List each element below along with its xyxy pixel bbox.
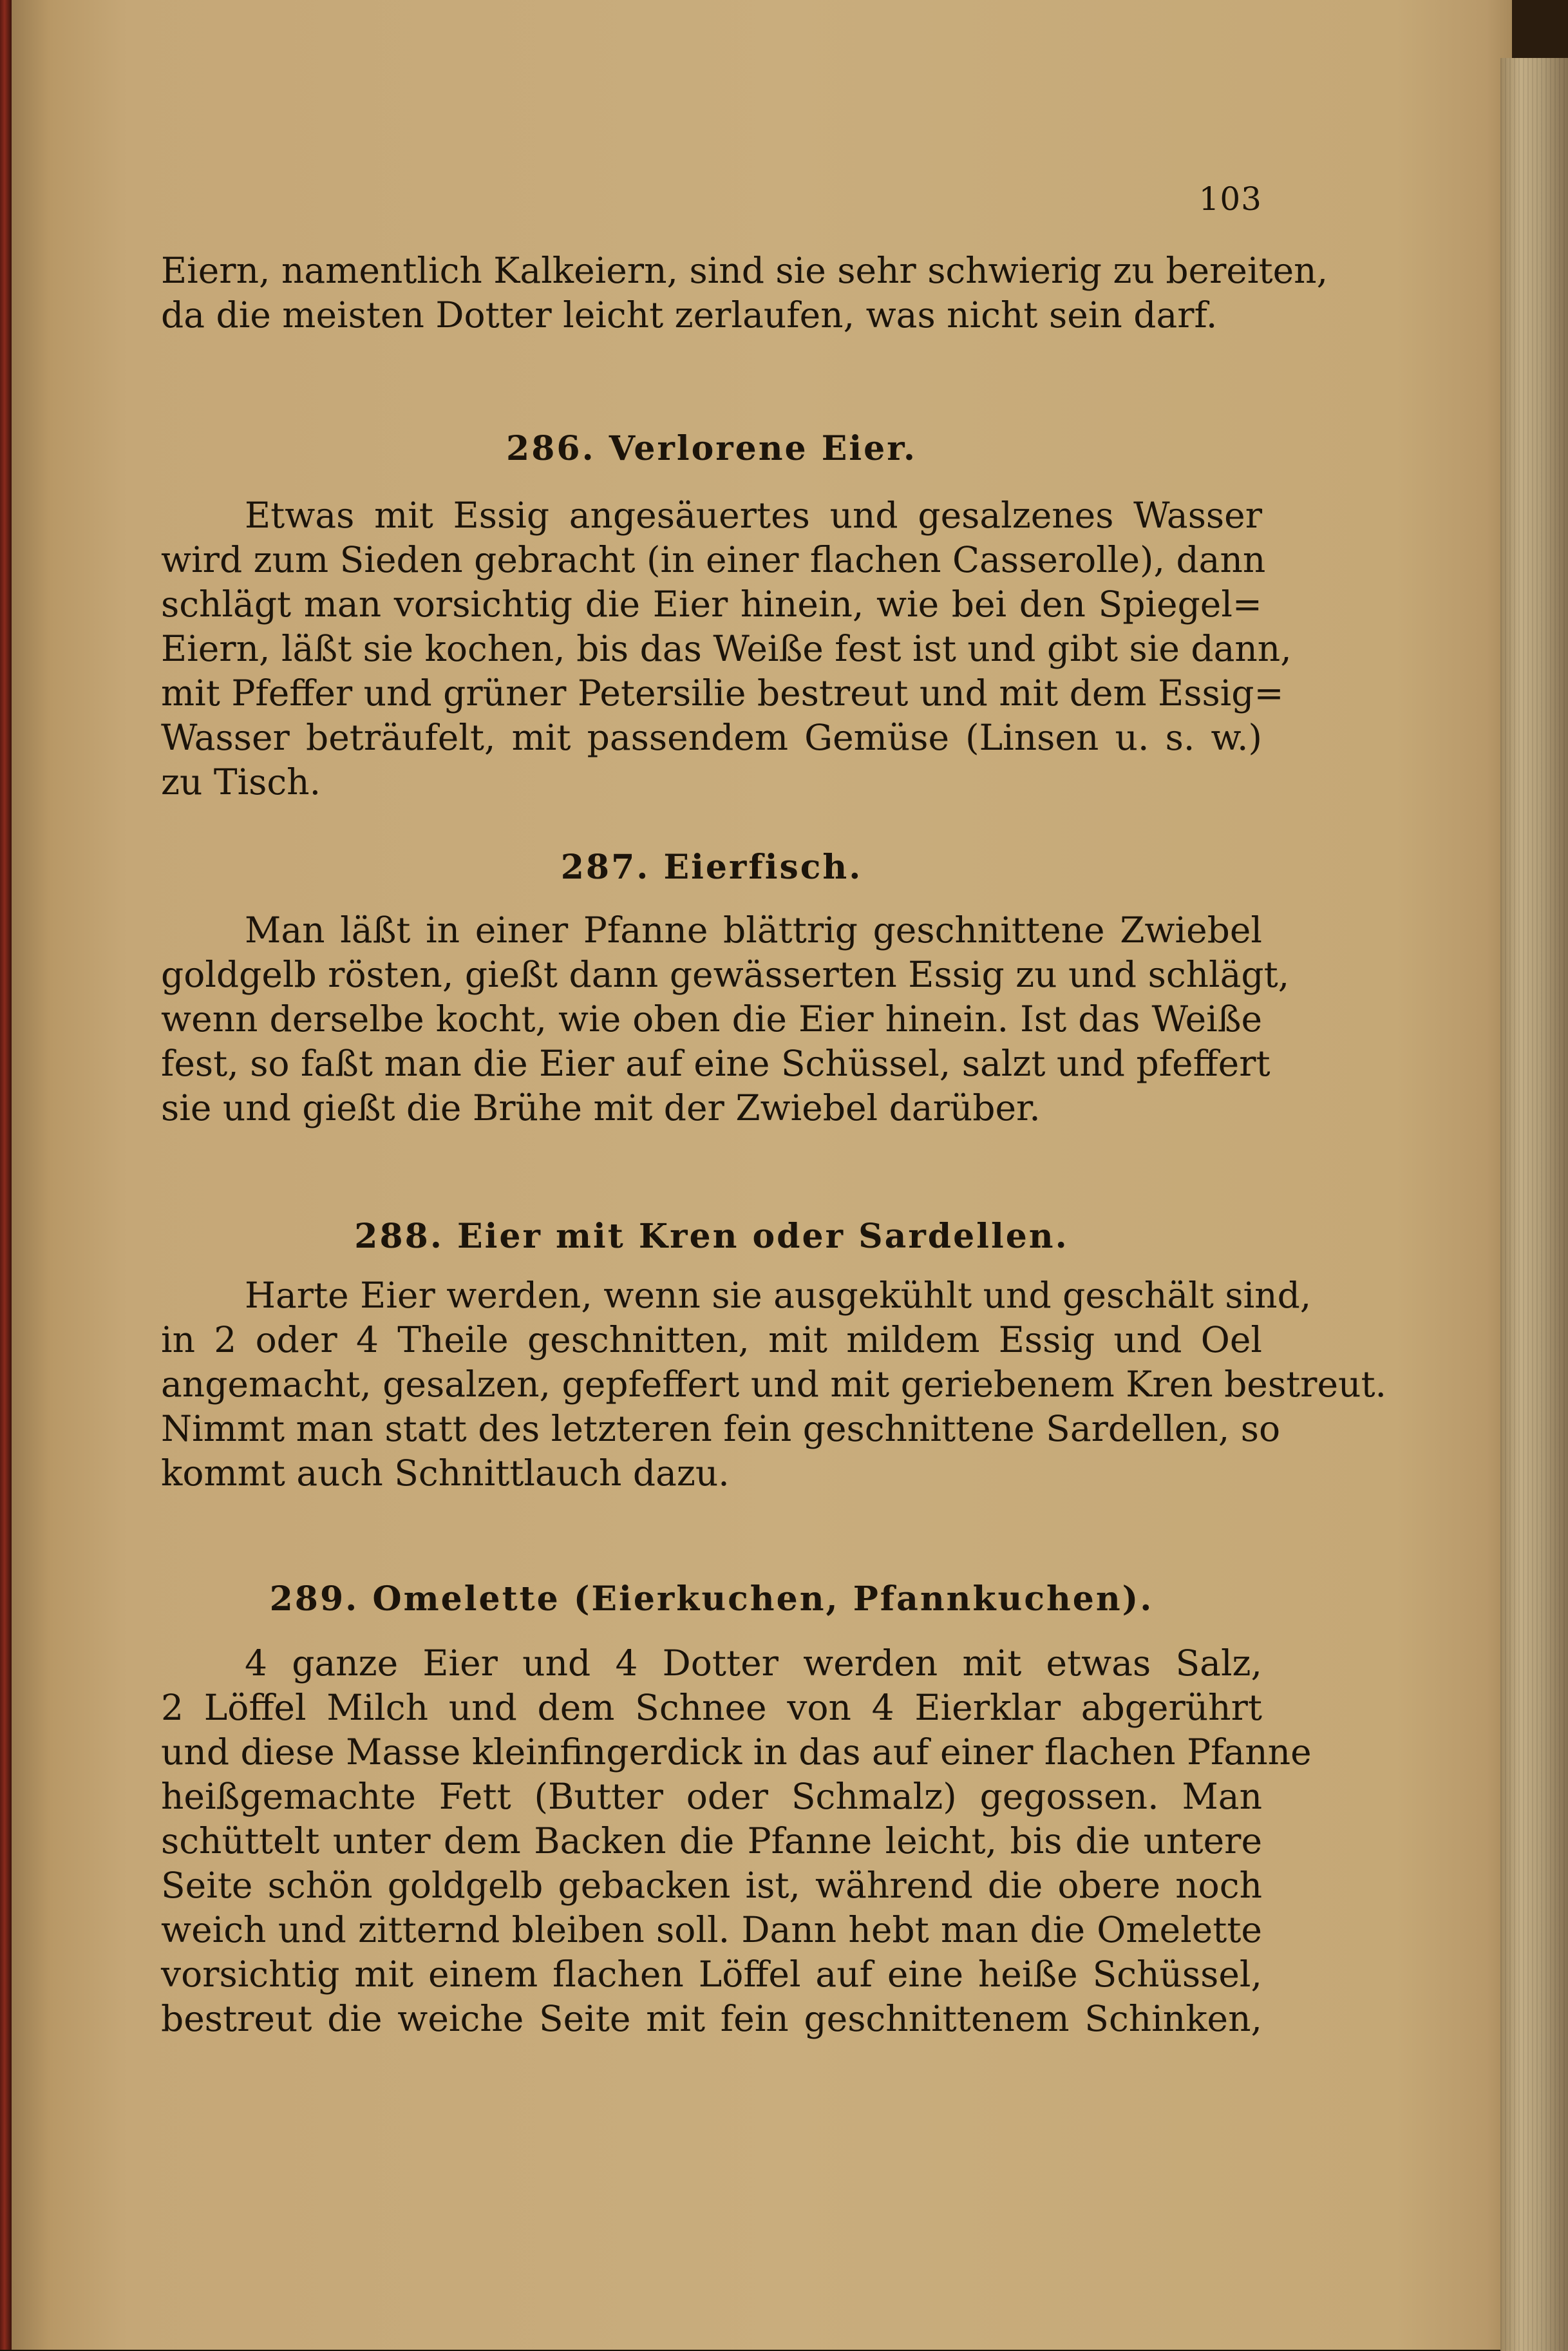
text-line: Eiern, namentlich Kalkeiern, sind sie sehr schwierig zu bereiten, [161, 250, 1328, 291]
text-line: angemacht, gesalzen, gepfeffert und mit geriebenem Kren bestreut. [161, 1364, 1387, 1405]
page-stack-edge [1500, 58, 1568, 2351]
text-line: Harte Eier werden, wenn sie ausgekühlt und geschält sind, [245, 1275, 1312, 1316]
text-line: kommt auch Schnittlauch dazu. [161, 1452, 730, 1494]
text-line: Eiern, läßt sie kochen, bis das Weiße fest ist und gibt sie dann, [161, 628, 1292, 669]
recipe-heading-288: 288. Eier mit Kren oder Sardellen. [354, 1217, 1069, 1256]
text-line: wird zum Sieden gebracht (in einer flachen Casserolle), dann [161, 539, 1266, 580]
text-line: da die meisten Dotter leicht zerlaufen, was nicht sein darf. [161, 294, 1218, 336]
text-line: fest, so faßt man die Eier auf eine Schüssel, salzt und pfeffert [161, 1043, 1270, 1084]
recipe-heading-286: 286. Verlorene Eier. [506, 429, 917, 468]
recipe-text-287 [161, 908, 1290, 1130]
text-line: in 2 oder 4 Theile geschnitten, mit mildem Essig und Oel [161, 1319, 1262, 1360]
text-line: heißgemachte Fett (Butter oder Schmalz) gegossen. Man [161, 1776, 1262, 1817]
intro-paragraph [161, 249, 1328, 338]
recipe-text-289 [161, 1641, 1312, 2041]
text-line: Etwas mit Essig angesäuertes und gesalzenes Wasser [245, 495, 1262, 536]
recipe-text-288 [161, 1273, 1387, 1496]
text-line: 4 ganze Eier und 4 Dotter werden mit etwas Salz, [245, 1642, 1262, 1684]
text-line: sie und gießt die Brühe mit der Zwiebel darüber. [161, 1087, 1041, 1128]
text-line: 2 Löffel Milch und dem Schnee von 4 Eierklar abgerührt [161, 1687, 1262, 1728]
text-line: mit Pfeffer und grüner Petersilie bestreut und mit dem Essig= [161, 672, 1284, 714]
text-line: und diese Masse kleinfingerdick in das auf einer flachen Pfanne [161, 1731, 1312, 1773]
text-line: bestreut die weiche Seite mit fein geschnittenem Schinken, [161, 1998, 1262, 2039]
page-number: 103 [1198, 180, 1262, 218]
recipe-heading-289: 289. Omelette (Eierkuchen, Pfannkuchen). [269, 1579, 1154, 1619]
recipe-text-286 [161, 493, 1292, 804]
text-line: schüttelt unter dem Backen die Pfanne leicht, bis die untere [161, 1820, 1262, 1861]
text-line: wenn derselbe kocht, wie oben die Eier hinein. Ist das Weiße [161, 998, 1262, 1040]
text-line: Nimmt man statt des letzteren fein geschnittene Sardellen, so [161, 1408, 1281, 1449]
text-line: Man läßt in einer Pfanne blättrig geschnittene Zwiebel [245, 909, 1262, 951]
book-spine-edge [0, 0, 12, 2350]
text-line: schlägt man vorsichtig die Eier hinein, wie bei den Spiegel= [161, 584, 1262, 625]
recipe-heading-287: 287. Eierfisch. [560, 848, 863, 887]
text-line: Seite schön goldgelb gebacken ist, während die obere noch [161, 1865, 1262, 1906]
text-line: Wasser beträufelt, mit passendem Gemüse (Linsen u. s. w.) [161, 717, 1262, 758]
text-line: zu Tisch. [161, 761, 321, 803]
text-line: weich und zitternd bleiben soll. Dann hebt man die Omelette [161, 1909, 1262, 1950]
text-line: vorsichtig mit einem flachen Löffel auf eine heiße Schüssel, [161, 1954, 1262, 1995]
text-line: goldgelb rösten, gießt dann gewässerten Essig zu und schlägt, [161, 954, 1290, 995]
